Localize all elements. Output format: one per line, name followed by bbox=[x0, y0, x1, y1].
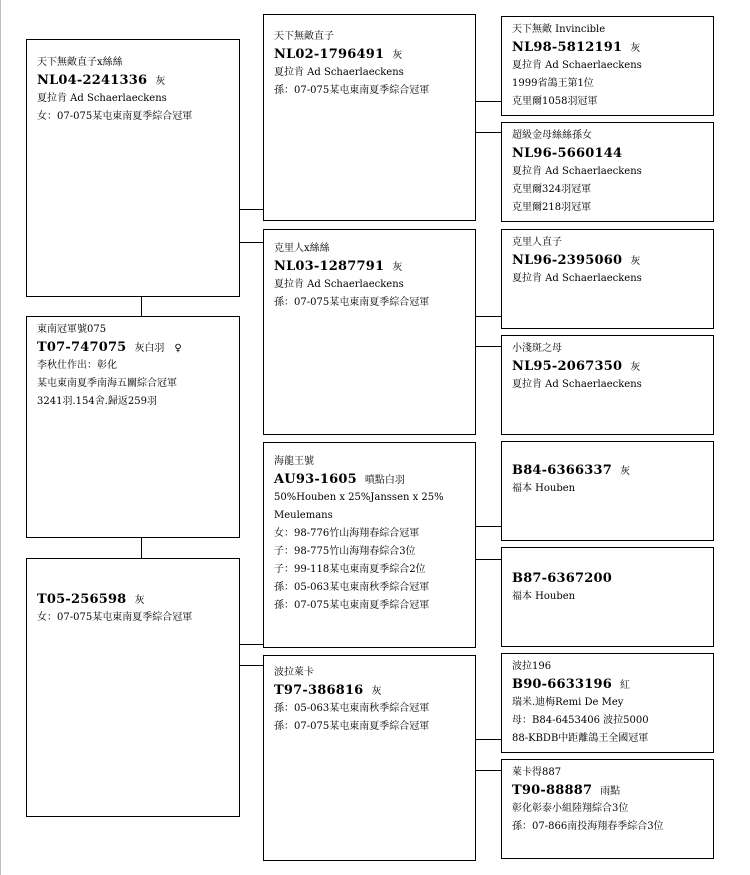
ss-dam-box bbox=[501, 122, 714, 222]
dd-dam-box bbox=[501, 759, 714, 859]
bird-info-line: 克里爾1058羽冠軍 bbox=[512, 96, 598, 107]
ring-number: T97-386816 bbox=[274, 683, 364, 698]
ring-number: NL95-2067350 bbox=[512, 359, 623, 374]
connector-line bbox=[476, 316, 501, 317]
ring-number: B90-6633196 bbox=[512, 677, 612, 692]
connector-line bbox=[240, 665, 263, 666]
ring-number: AU93-1605 bbox=[274, 472, 357, 487]
connector-line bbox=[141, 538, 142, 558]
plumage-color: 灰 bbox=[630, 256, 641, 267]
plumage-color: 灰白羽 ♀ bbox=[134, 343, 182, 354]
sire-dam-box bbox=[263, 229, 476, 435]
bird-info-line: 孫：07-075某屯東南夏季綜合冠軍 bbox=[274, 721, 430, 732]
ring-number: B87-6367200 bbox=[512, 571, 612, 586]
bird-info-line: 李秋仕作出：彰化 bbox=[37, 360, 117, 371]
plumage-color: 灰 bbox=[392, 50, 403, 61]
bird-info-line: 克里爾218羽冠軍 bbox=[512, 202, 592, 213]
plumage-color: 灰 bbox=[620, 466, 630, 477]
bird-info-line: 子：99-118某屯東南夏季綜合2位 bbox=[274, 564, 426, 575]
sire-sire-box bbox=[263, 14, 476, 221]
bird-info-line: 88-KBDB中距離鴿王全國冠軍 bbox=[512, 733, 649, 744]
bird-info-line: 夏拉肯 Ad Schaerlaeckens bbox=[274, 67, 404, 78]
bird-info-line: 孫：05-063某屯東南秋季綜合冠軍 bbox=[274, 703, 430, 714]
bird-info-line: 夏拉肯 Ad Schaerlaeckens bbox=[37, 93, 167, 104]
plumage-color: 灰 bbox=[392, 262, 403, 273]
ring-number: NL96-2395060 bbox=[512, 253, 623, 268]
ring-number: NL03-1287791 bbox=[274, 259, 385, 274]
bird-name-label: 小淺斑之母 bbox=[512, 343, 562, 354]
bird-info-line: 孫：05-063某屯東南秋季綜合冠軍 bbox=[274, 582, 430, 593]
dam-sire-box bbox=[263, 442, 476, 648]
bird-info-line: 福本 Houben bbox=[512, 591, 576, 602]
bird-name-label: 波拉196 bbox=[512, 661, 552, 672]
bird-name-label: 克里人x絲絲 bbox=[274, 243, 330, 254]
bird-info-line: 克里爾324羽冠軍 bbox=[512, 184, 592, 195]
ring-number: NL96-5660144 bbox=[512, 146, 623, 161]
ring-number: T07-747075 bbox=[37, 340, 127, 355]
bird-info-line: 1999省鴿王第1位 bbox=[512, 78, 594, 89]
bird-info-line: 夏拉肯 Ad Schaerlaeckens bbox=[274, 279, 404, 290]
bird-info-line: 50%Houben x 25%Janssen x 25% bbox=[274, 492, 444, 503]
connector-line bbox=[476, 526, 501, 527]
sd-dam-box bbox=[501, 335, 714, 435]
dam-box bbox=[26, 558, 240, 817]
plumage-color: 紅 bbox=[620, 680, 630, 691]
bird-name-label: 萊卡得887 bbox=[512, 767, 562, 778]
bird-name-label: 克里人直子 bbox=[512, 237, 562, 248]
plumage-color: 噴點白羽 bbox=[364, 475, 405, 486]
plumage-color: 灰 bbox=[155, 76, 166, 87]
bird-info-line: 女：07-075某屯東南夏季綜合冠軍 bbox=[37, 111, 193, 122]
ring-number: T90-88887 bbox=[512, 783, 593, 798]
plumage-color: 灰 bbox=[630, 43, 641, 54]
ss-sire-box bbox=[501, 16, 714, 116]
dam-dam-box bbox=[263, 655, 476, 861]
bird-info-line: 孫：07-866南投海翔春季綜合3位 bbox=[512, 821, 664, 832]
plumage-color: 灰 bbox=[630, 362, 641, 373]
bird-info-line: 孫：07-075某屯東南夏季綜合冠軍 bbox=[274, 600, 430, 611]
sd-sire-box bbox=[501, 229, 714, 329]
bird-info-line: 孫：07-075某屯東南夏季綜合冠軍 bbox=[274, 85, 430, 96]
connector-line bbox=[240, 644, 263, 645]
connector-line bbox=[240, 209, 263, 210]
bird-info-line: 瑞米.迪梅Remi De Mey bbox=[512, 697, 624, 708]
ring-number: NL98-5812191 bbox=[512, 40, 623, 55]
ring-number: B84-6366337 bbox=[512, 463, 612, 478]
page-border bbox=[0, 0, 1, 875]
connector-line bbox=[476, 132, 501, 133]
connector-line bbox=[141, 297, 142, 316]
bird-info-line: 夏拉肯 Ad Schaerlaeckens bbox=[512, 60, 642, 71]
connector-line bbox=[476, 770, 501, 771]
bird-info-line: 福本 Houben bbox=[512, 483, 576, 494]
connector-line bbox=[476, 101, 501, 102]
bird-info-line: 子：98-775竹山海翔春綜合3位 bbox=[274, 546, 416, 557]
plumage-color: 雨點 bbox=[600, 786, 621, 797]
subject-bird-box bbox=[26, 316, 240, 538]
bird-info-line: 夏拉肯 Ad Schaerlaeckens bbox=[512, 379, 642, 390]
connector-line bbox=[240, 242, 263, 243]
ds-dam-box bbox=[501, 547, 714, 647]
bird-info-line: 母：B84-6453406 波拉5000 bbox=[512, 715, 649, 726]
bird-name-label: 海龍王號 bbox=[274, 456, 314, 467]
sire-box bbox=[26, 39, 240, 297]
dd-sire-box bbox=[501, 653, 714, 753]
bird-name-label: 東南冠軍號075 bbox=[37, 324, 107, 335]
bird-info-line: 夏拉肯 Ad Schaerlaeckens bbox=[512, 166, 642, 177]
bird-name-label: 天下無敵直子 bbox=[274, 31, 334, 42]
bird-info-line: 夏拉肯 Ad Schaerlaeckens bbox=[512, 273, 642, 284]
bird-info-line: 孫：07-075某屯東南夏季綜合冠軍 bbox=[274, 297, 430, 308]
bird-name-label: 天下無敵 Invincible bbox=[512, 24, 606, 35]
ds-sire-box bbox=[501, 441, 714, 541]
connector-line bbox=[476, 559, 501, 560]
bird-info-line: 女：07-075某屯東南夏季綜合冠軍 bbox=[37, 612, 193, 623]
plumage-color: 灰 bbox=[371, 686, 382, 697]
bird-name-label: 波拉萊卡 bbox=[274, 667, 314, 678]
ring-number: NL04-2241336 bbox=[37, 73, 148, 88]
connector-line bbox=[476, 346, 501, 347]
bird-info-line: 女：98-776竹山海翔春綜合冠軍 bbox=[274, 528, 420, 539]
bird-info-line: Meulemans bbox=[274, 510, 333, 521]
ring-number: T05-256598 bbox=[37, 592, 127, 607]
bird-info-line: 3241羽.154舍.歸返259羽 bbox=[37, 396, 157, 407]
plumage-color: 灰 bbox=[134, 595, 145, 606]
bird-name-label: 天下無敵直子x絲絲 bbox=[37, 57, 123, 68]
bird-name-label: 超級金母絲絲孫女 bbox=[512, 130, 592, 141]
bird-info-line: 彰化彰泰小組陸翔綜合3位 bbox=[512, 803, 629, 814]
connector-line bbox=[476, 739, 501, 740]
ring-number: NL02-1796491 bbox=[274, 47, 385, 62]
bird-info-line: 某屯東南夏季南海五關綜合冠軍 bbox=[37, 378, 177, 389]
